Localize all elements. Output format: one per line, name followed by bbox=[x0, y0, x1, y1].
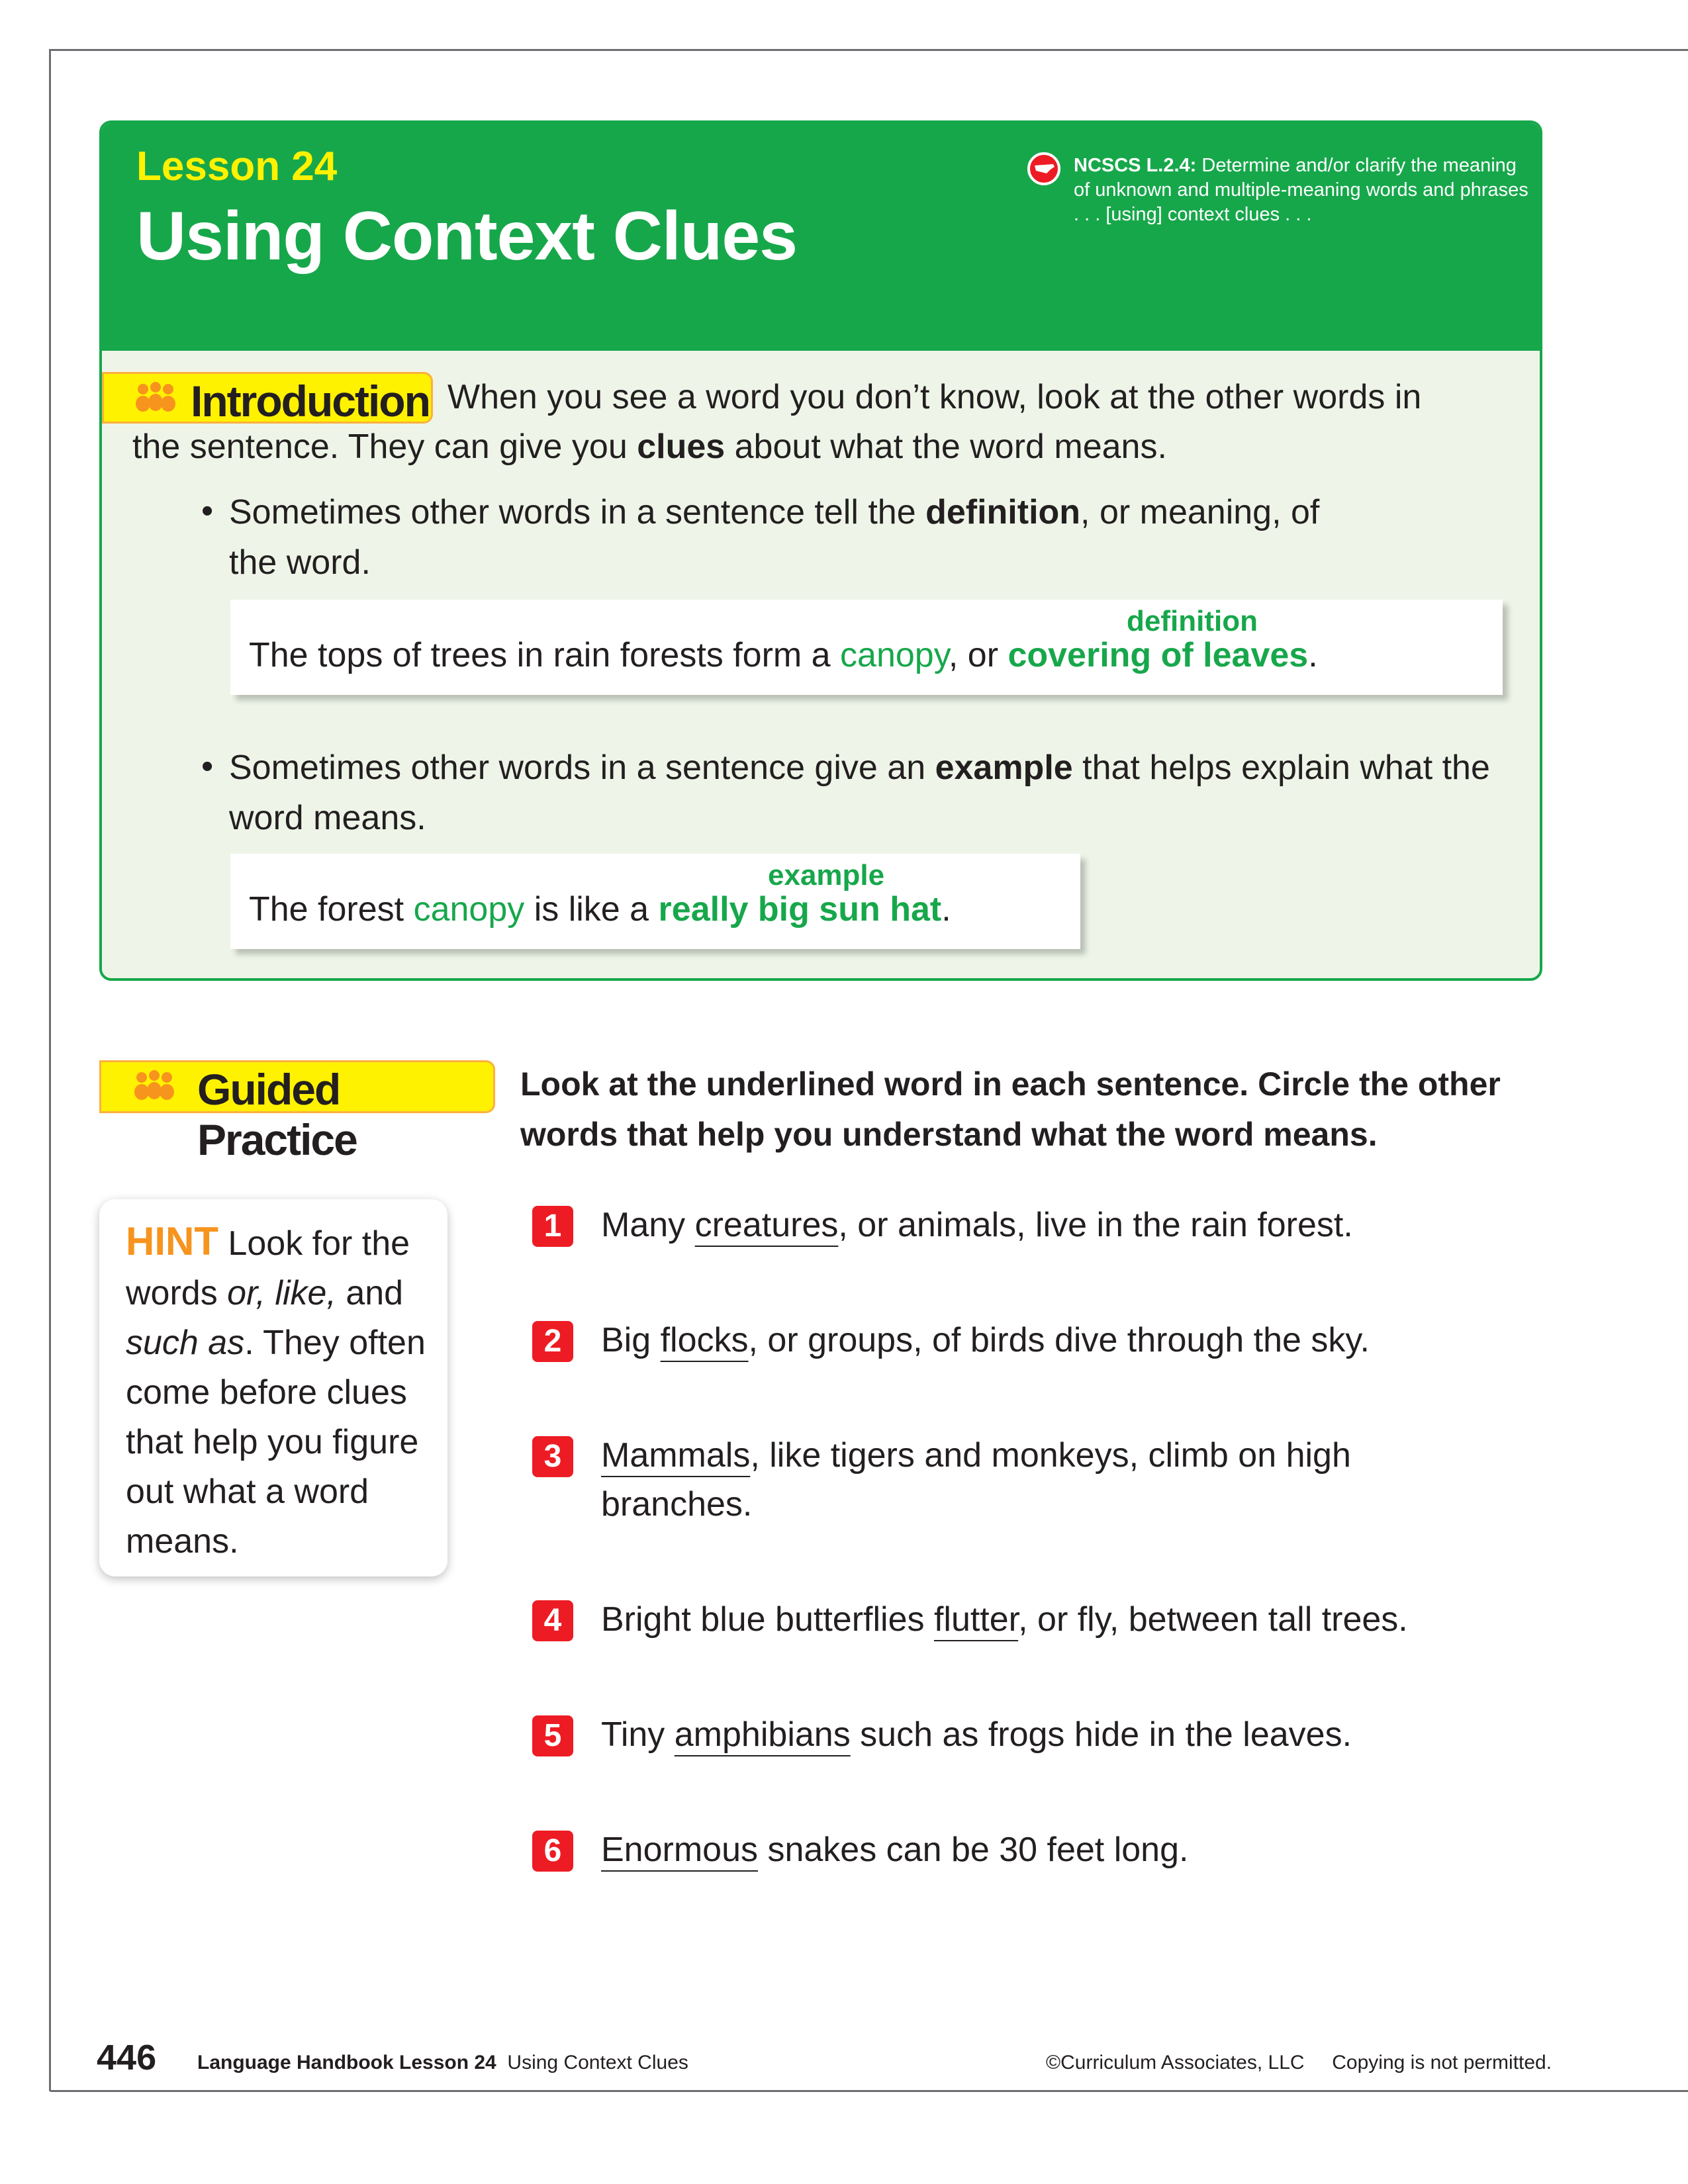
item-number-badge: 5 bbox=[532, 1715, 573, 1756]
item-number-badge: 6 bbox=[532, 1831, 573, 1872]
page-border-left bbox=[49, 49, 51, 2091]
introduction-text-line2: the sentence. They can give you clues about what the word means. bbox=[132, 428, 1167, 466]
footer-title: Language Handbook Lesson 24 Using Context Clues bbox=[197, 2052, 688, 2073]
underlined-word[interactable]: flocks bbox=[660, 1321, 749, 1359]
definition-label: definition bbox=[1127, 605, 1258, 637]
example-example-card bbox=[230, 854, 1080, 949]
item-number-badge: 1 bbox=[532, 1206, 573, 1247]
item-number-badge: 4 bbox=[532, 1600, 573, 1641]
footer-copyright: ©Curriculum Associates, LLC Copying is not permitted. bbox=[1046, 2052, 1552, 2073]
guided-practice-label: Guided Practice bbox=[197, 1065, 357, 1164]
guided-practice-instructions: Look at the underlined word in each sentence. Circle the other words that help you understand what the word means. bbox=[520, 1066, 1501, 1153]
page-border-top bbox=[50, 49, 1688, 51]
bullet-definition: Sometimes other words in a sentence tell the definition, or meaning, of the word. bbox=[229, 493, 1320, 582]
hint-box bbox=[99, 1199, 447, 1576]
guided-practice-badge bbox=[99, 1060, 495, 1164]
introduction-text-line1: When you see a word you don’t know, look at the other words in bbox=[447, 378, 1422, 416]
people-group-icon bbox=[134, 381, 177, 416]
bullet-dot: • bbox=[201, 492, 214, 530]
item-sentence: Big flocks, or groups, of birds dive through the sky. bbox=[601, 1321, 1370, 1359]
definition-example-card bbox=[230, 600, 1503, 695]
underlined-word[interactable]: amphibians bbox=[674, 1715, 851, 1754]
item-number-badge: 3 bbox=[532, 1436, 573, 1477]
item-sentence: Mammals, like tigers and monkeys, climb on high branches. bbox=[601, 1436, 1351, 1524]
bullet-dot: • bbox=[201, 747, 214, 786]
underlined-word[interactable]: Enormous bbox=[601, 1831, 758, 1869]
introduction-badge bbox=[102, 372, 433, 424]
item-sentence: Bright blue butterflies flutter, or fly, between tall trees. bbox=[601, 1600, 1408, 1639]
standard-text: NCSCS L.2.4: Determine and/or clarify the meaning of unknown and multiple-meaning words and phrases . . . [using] context clues . . . bbox=[1074, 155, 1528, 225]
page-border-bottom bbox=[50, 2090, 1688, 2092]
lesson-number: Lesson 24 bbox=[136, 144, 338, 189]
item-sentence: Many creatures, or animals, live in the rain forest. bbox=[601, 1206, 1353, 1244]
example-label: example bbox=[768, 859, 885, 891]
item-sentence: Tiny amphibians such as frogs hide in the leaves. bbox=[601, 1715, 1352, 1754]
bullet-example: Sometimes other words in a sentence give an example that helps explain what the word means. bbox=[229, 749, 1490, 837]
hint-text: HINT Look for the words or, like, and such as. They often come before clues that help you figure out what a word means. bbox=[126, 1219, 426, 1561]
page-number: 446 bbox=[97, 2038, 157, 2077]
introduction-label: Introduction bbox=[191, 377, 430, 426]
example-sentence: The forest canopy is like a really big sun hat. bbox=[249, 890, 951, 929]
definition-sentence: The tops of trees in rain forests form a canopy, or covering of leaves. bbox=[249, 636, 1318, 674]
underlined-word[interactable]: Mammals bbox=[601, 1436, 751, 1475]
item-number-badge: 2 bbox=[532, 1321, 573, 1362]
underlined-word[interactable]: creatures bbox=[694, 1206, 839, 1244]
lesson-header bbox=[102, 123, 1540, 351]
underlined-word[interactable]: flutter bbox=[933, 1600, 1019, 1639]
item-sentence: Enormous snakes can be 30 feet long. bbox=[601, 1831, 1189, 1869]
lesson-title: Using Context Clues bbox=[136, 198, 797, 275]
people-group-icon bbox=[132, 1069, 176, 1104]
north-carolina-standard-icon bbox=[1027, 152, 1060, 185]
